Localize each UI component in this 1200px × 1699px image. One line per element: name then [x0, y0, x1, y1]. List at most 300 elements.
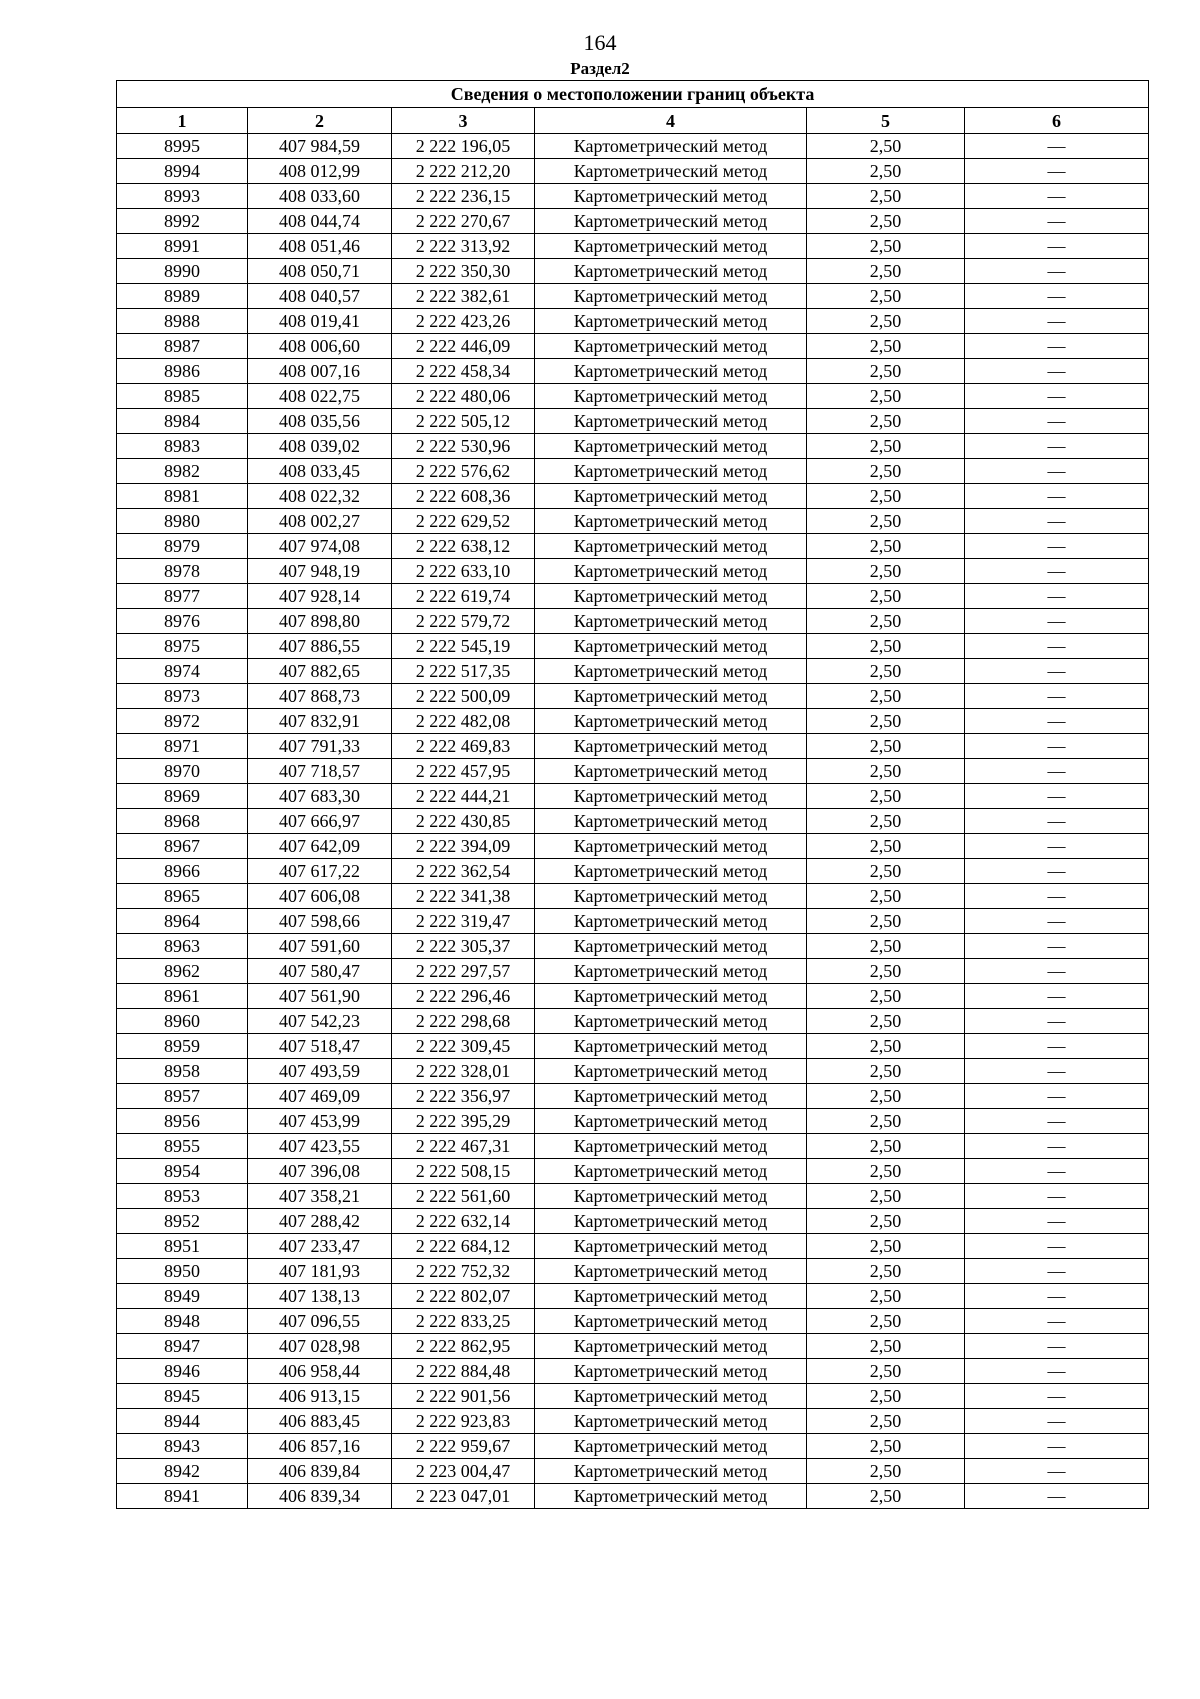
method-cell: Картометрический метод — [535, 259, 807, 284]
x-coordinate-cell: 408 022,32 — [248, 484, 392, 509]
description-cell: — — [965, 209, 1149, 234]
y-coordinate-cell: 2 222 500,09 — [392, 684, 535, 709]
column-header: 2 — [248, 108, 392, 134]
description-cell: — — [965, 1234, 1149, 1259]
x-coordinate-cell: 407 984,59 — [248, 134, 392, 159]
table-row — [117, 1459, 1149, 1484]
method-cell: Картометрический метод — [535, 1084, 807, 1109]
x-coordinate-cell: 408 006,60 — [248, 334, 392, 359]
description-cell: — — [965, 1284, 1149, 1309]
point-number-cell: 8981 — [117, 484, 248, 509]
table-row — [117, 1309, 1149, 1334]
table-row — [117, 509, 1149, 534]
x-coordinate-cell: 406 883,45 — [248, 1409, 392, 1434]
accuracy-cell: 2,50 — [807, 1309, 965, 1334]
description-cell: — — [965, 1309, 1149, 1334]
method-cell: Картометрический метод — [535, 384, 807, 409]
method-cell: Картометрический метод — [535, 784, 807, 809]
column-header: 4 — [535, 108, 807, 134]
accuracy-cell: 2,50 — [807, 1009, 965, 1034]
description-cell: — — [965, 1334, 1149, 1359]
table-row — [117, 484, 1149, 509]
description-cell: — — [965, 184, 1149, 209]
point-number-cell: 8983 — [117, 434, 248, 459]
table-row — [117, 234, 1149, 259]
accuracy-cell: 2,50 — [807, 1384, 965, 1409]
method-cell: Картометрический метод — [535, 184, 807, 209]
x-coordinate-cell: 407 580,47 — [248, 959, 392, 984]
description-cell: — — [965, 859, 1149, 884]
table-row — [117, 1234, 1149, 1259]
x-coordinate-cell: 408 007,16 — [248, 359, 392, 384]
description-cell: — — [965, 834, 1149, 859]
x-coordinate-cell: 406 839,34 — [248, 1484, 392, 1509]
point-number-cell: 8947 — [117, 1334, 248, 1359]
point-number-cell: 8973 — [117, 684, 248, 709]
accuracy-cell: 2,50 — [807, 209, 965, 234]
y-coordinate-cell: 2 222 576,62 — [392, 459, 535, 484]
accuracy-cell: 2,50 — [807, 1409, 965, 1434]
accuracy-cell: 2,50 — [807, 259, 965, 284]
table-row — [117, 1359, 1149, 1384]
y-coordinate-cell: 2 222 579,72 — [392, 609, 535, 634]
table-row — [117, 434, 1149, 459]
y-coordinate-cell: 2 222 196,05 — [392, 134, 535, 159]
method-cell: Картометрический метод — [535, 459, 807, 484]
table-row — [117, 1009, 1149, 1034]
accuracy-cell: 2,50 — [807, 359, 965, 384]
y-coordinate-cell: 2 223 004,47 — [392, 1459, 535, 1484]
table-row — [117, 159, 1149, 184]
x-coordinate-cell: 407 718,57 — [248, 759, 392, 784]
method-cell: Картометрический метод — [535, 484, 807, 509]
y-coordinate-cell: 2 222 319,47 — [392, 909, 535, 934]
table-row — [117, 284, 1149, 309]
x-coordinate-cell: 408 002,27 — [248, 509, 392, 534]
accuracy-cell: 2,50 — [807, 1209, 965, 1234]
x-coordinate-cell: 407 791,33 — [248, 734, 392, 759]
table-row — [117, 884, 1149, 909]
description-cell: — — [965, 709, 1149, 734]
point-number-cell: 8963 — [117, 934, 248, 959]
page-number: 164 — [583, 30, 617, 55]
description-cell: — — [965, 1134, 1149, 1159]
y-coordinate-cell: 2 222 530,96 — [392, 434, 535, 459]
y-coordinate-cell: 2 222 467,31 — [392, 1134, 535, 1159]
x-coordinate-cell: 407 138,13 — [248, 1284, 392, 1309]
y-coordinate-cell: 2 222 423,26 — [392, 309, 535, 334]
x-coordinate-cell: 407 493,59 — [248, 1059, 392, 1084]
description-cell: — — [965, 659, 1149, 684]
x-coordinate-cell: 408 022,75 — [248, 384, 392, 409]
description-cell: — — [965, 259, 1149, 284]
description-cell: — — [965, 134, 1149, 159]
x-coordinate-cell: 408 012,99 — [248, 159, 392, 184]
accuracy-cell: 2,50 — [807, 534, 965, 559]
method-cell: Картометрический метод — [535, 234, 807, 259]
method-cell: Картометрический метод — [535, 1259, 807, 1284]
accuracy-cell: 2,50 — [807, 934, 965, 959]
table-row — [117, 384, 1149, 409]
accuracy-cell: 2,50 — [807, 1034, 965, 1059]
table-row — [117, 784, 1149, 809]
table-row — [117, 609, 1149, 634]
x-coordinate-cell: 407 683,30 — [248, 784, 392, 809]
description-cell: — — [965, 309, 1149, 334]
point-number-cell: 8954 — [117, 1159, 248, 1184]
method-cell: Картометрический метод — [535, 334, 807, 359]
description-cell: — — [965, 334, 1149, 359]
description-cell: — — [965, 1084, 1149, 1109]
x-coordinate-cell: 408 051,46 — [248, 234, 392, 259]
table-row — [117, 1109, 1149, 1134]
description-cell: — — [965, 1409, 1149, 1434]
x-coordinate-cell: 406 913,15 — [248, 1384, 392, 1409]
table-row — [117, 1209, 1149, 1234]
description-cell: — — [965, 1259, 1149, 1284]
accuracy-cell: 2,50 — [807, 1359, 965, 1384]
accuracy-cell: 2,50 — [807, 884, 965, 909]
table-row — [117, 734, 1149, 759]
table-row — [117, 959, 1149, 984]
point-number-cell: 8989 — [117, 284, 248, 309]
y-coordinate-cell: 2 222 444,21 — [392, 784, 535, 809]
description-cell: — — [965, 1484, 1149, 1509]
x-coordinate-cell: 408 040,57 — [248, 284, 392, 309]
description-cell: — — [965, 884, 1149, 909]
y-coordinate-cell: 2 222 270,67 — [392, 209, 535, 234]
description-cell: — — [965, 684, 1149, 709]
accuracy-cell: 2,50 — [807, 1284, 965, 1309]
y-coordinate-cell: 2 222 545,19 — [392, 634, 535, 659]
y-coordinate-cell: 2 222 430,85 — [392, 809, 535, 834]
x-coordinate-cell: 407 469,09 — [248, 1084, 392, 1109]
point-number-cell: 8943 — [117, 1434, 248, 1459]
description-cell: — — [965, 484, 1149, 509]
accuracy-cell: 2,50 — [807, 859, 965, 884]
y-coordinate-cell: 2 222 802,07 — [392, 1284, 535, 1309]
method-cell: Картометрический метод — [535, 584, 807, 609]
point-number-cell: 8961 — [117, 984, 248, 1009]
point-number-cell: 8987 — [117, 334, 248, 359]
table-row — [117, 759, 1149, 784]
method-cell: Картометрический метод — [535, 1184, 807, 1209]
method-cell: Картометрический метод — [535, 834, 807, 859]
method-cell: Картометрический метод — [535, 734, 807, 759]
table-row — [117, 184, 1149, 209]
accuracy-cell: 2,50 — [807, 734, 965, 759]
accuracy-cell: 2,50 — [807, 309, 965, 334]
method-cell: Картометрический метод — [535, 534, 807, 559]
x-coordinate-cell: 407 288,42 — [248, 1209, 392, 1234]
y-coordinate-cell: 2 222 517,35 — [392, 659, 535, 684]
y-coordinate-cell: 2 222 356,97 — [392, 1084, 535, 1109]
point-number-cell: 8971 — [117, 734, 248, 759]
table-row — [117, 1034, 1149, 1059]
method-cell: Картометрический метод — [535, 1309, 807, 1334]
x-coordinate-cell: 407 928,14 — [248, 584, 392, 609]
section-label: Раздел2 — [570, 59, 630, 78]
table-row — [117, 1059, 1149, 1084]
method-cell: Картометрический метод — [535, 359, 807, 384]
accuracy-cell: 2,50 — [807, 334, 965, 359]
accuracy-cell: 2,50 — [807, 184, 965, 209]
x-coordinate-cell: 407 561,90 — [248, 984, 392, 1009]
point-number-cell: 8980 — [117, 509, 248, 534]
method-cell: Картометрический метод — [535, 709, 807, 734]
table-title-row — [117, 81, 1149, 108]
method-cell: Картометрический метод — [535, 659, 807, 684]
y-coordinate-cell: 2 222 395,29 — [392, 1109, 535, 1134]
x-coordinate-cell: 408 035,56 — [248, 409, 392, 434]
method-cell: Картометрический метод — [535, 1159, 807, 1184]
method-cell: Картометрический метод — [535, 684, 807, 709]
table-row — [117, 534, 1149, 559]
method-cell: Картометрический метод — [535, 884, 807, 909]
y-coordinate-cell: 2 222 212,20 — [392, 159, 535, 184]
point-number-cell: 8958 — [117, 1059, 248, 1084]
accuracy-cell: 2,50 — [807, 1259, 965, 1284]
column-header: 3 — [392, 108, 535, 134]
point-number-cell: 8994 — [117, 159, 248, 184]
table-row — [117, 359, 1149, 384]
accuracy-cell: 2,50 — [807, 434, 965, 459]
point-number-cell: 8951 — [117, 1234, 248, 1259]
method-cell: Картометрический метод — [535, 134, 807, 159]
y-coordinate-cell: 2 222 505,12 — [392, 409, 535, 434]
method-cell: Картометрический метод — [535, 809, 807, 834]
accuracy-cell: 2,50 — [807, 284, 965, 309]
method-cell: Картометрический метод — [535, 434, 807, 459]
table-row — [117, 1484, 1149, 1509]
description-cell: — — [965, 1159, 1149, 1184]
accuracy-cell: 2,50 — [807, 159, 965, 184]
x-coordinate-cell: 407 868,73 — [248, 684, 392, 709]
table-row — [117, 1084, 1149, 1109]
accuracy-cell: 2,50 — [807, 1234, 965, 1259]
description-cell: — — [965, 1459, 1149, 1484]
description-cell: — — [965, 1359, 1149, 1384]
table-title: Сведения о местоположении границ объекта — [117, 81, 1149, 108]
accuracy-cell: 2,50 — [807, 1159, 965, 1184]
description-cell: — — [965, 1384, 1149, 1409]
method-cell: Картометрический метод — [535, 1334, 807, 1359]
y-coordinate-cell: 2 222 382,61 — [392, 284, 535, 309]
point-number-cell: 8956 — [117, 1109, 248, 1134]
method-cell: Картометрический метод — [535, 1034, 807, 1059]
y-coordinate-cell: 2 222 923,83 — [392, 1409, 535, 1434]
accuracy-cell: 2,50 — [807, 559, 965, 584]
table-row — [117, 209, 1149, 234]
method-cell: Картометрический метод — [535, 1434, 807, 1459]
point-number-cell: 8949 — [117, 1284, 248, 1309]
method-cell: Картометрический метод — [535, 1284, 807, 1309]
accuracy-cell: 2,50 — [807, 1184, 965, 1209]
description-cell: — — [965, 909, 1149, 934]
point-number-cell: 8959 — [117, 1034, 248, 1059]
accuracy-cell: 2,50 — [807, 959, 965, 984]
x-coordinate-cell: 408 044,74 — [248, 209, 392, 234]
x-coordinate-cell: 408 033,45 — [248, 459, 392, 484]
y-coordinate-cell: 2 223 047,01 — [392, 1484, 535, 1509]
description-cell: — — [965, 459, 1149, 484]
x-coordinate-cell: 407 591,60 — [248, 934, 392, 959]
point-number-cell: 8985 — [117, 384, 248, 409]
point-number-cell: 8965 — [117, 884, 248, 909]
description-cell: — — [965, 1184, 1149, 1209]
description-cell: — — [965, 509, 1149, 534]
accuracy-cell: 2,50 — [807, 1134, 965, 1159]
accuracy-cell: 2,50 — [807, 1434, 965, 1459]
description-cell: — — [965, 159, 1149, 184]
y-coordinate-cell: 2 222 350,30 — [392, 259, 535, 284]
description-cell: — — [965, 559, 1149, 584]
x-coordinate-cell: 406 958,44 — [248, 1359, 392, 1384]
table-row — [117, 909, 1149, 934]
y-coordinate-cell: 2 222 446,09 — [392, 334, 535, 359]
table-row — [117, 1384, 1149, 1409]
description-cell: — — [965, 959, 1149, 984]
y-coordinate-cell: 2 222 508,15 — [392, 1159, 535, 1184]
method-cell: Картометрический метод — [535, 159, 807, 184]
y-coordinate-cell: 2 222 901,56 — [392, 1384, 535, 1409]
description-cell: — — [965, 984, 1149, 1009]
table-row — [117, 659, 1149, 684]
point-number-cell: 8978 — [117, 559, 248, 584]
point-number-cell: 8962 — [117, 959, 248, 984]
method-cell: Картометрический метод — [535, 1009, 807, 1034]
accuracy-cell: 2,50 — [807, 1059, 965, 1084]
x-coordinate-cell: 406 857,16 — [248, 1434, 392, 1459]
y-coordinate-cell: 2 222 684,12 — [392, 1234, 535, 1259]
method-cell: Картометрический метод — [535, 1134, 807, 1159]
x-coordinate-cell: 408 050,71 — [248, 259, 392, 284]
column-header: 6 — [965, 108, 1149, 134]
method-cell: Картометрический метод — [535, 759, 807, 784]
x-coordinate-cell: 407 898,80 — [248, 609, 392, 634]
method-cell: Картометрический метод — [535, 509, 807, 534]
point-number-cell: 8968 — [117, 809, 248, 834]
table-row — [117, 584, 1149, 609]
description-cell: — — [965, 409, 1149, 434]
y-coordinate-cell: 2 222 236,15 — [392, 184, 535, 209]
x-coordinate-cell: 407 096,55 — [248, 1309, 392, 1334]
table-row — [117, 1184, 1149, 1209]
y-coordinate-cell: 2 222 884,48 — [392, 1359, 535, 1384]
point-number-cell: 8966 — [117, 859, 248, 884]
y-coordinate-cell: 2 222 298,68 — [392, 1009, 535, 1034]
accuracy-cell: 2,50 — [807, 1084, 965, 1109]
x-coordinate-cell: 407 396,08 — [248, 1159, 392, 1184]
point-number-cell: 8993 — [117, 184, 248, 209]
accuracy-cell: 2,50 — [807, 909, 965, 934]
point-number-cell: 8972 — [117, 709, 248, 734]
x-coordinate-cell: 408 039,02 — [248, 434, 392, 459]
method-cell: Картометрический метод — [535, 1234, 807, 1259]
description-cell: — — [965, 784, 1149, 809]
y-coordinate-cell: 2 222 313,92 — [392, 234, 535, 259]
x-coordinate-cell: 408 033,60 — [248, 184, 392, 209]
method-cell: Картометрический метод — [535, 1059, 807, 1084]
table-row — [117, 1259, 1149, 1284]
y-coordinate-cell: 2 222 638,12 — [392, 534, 535, 559]
table-row — [117, 334, 1149, 359]
method-cell: Картометрический метод — [535, 1409, 807, 1434]
y-coordinate-cell: 2 222 394,09 — [392, 834, 535, 859]
point-number-cell: 8995 — [117, 134, 248, 159]
point-number-cell: 8957 — [117, 1084, 248, 1109]
description-cell: — — [965, 809, 1149, 834]
method-cell: Картометрический метод — [535, 1384, 807, 1409]
point-number-cell: 8969 — [117, 784, 248, 809]
table-row — [117, 1284, 1149, 1309]
point-number-cell: 8950 — [117, 1259, 248, 1284]
x-coordinate-cell: 407 642,09 — [248, 834, 392, 859]
y-coordinate-cell: 2 222 619,74 — [392, 584, 535, 609]
table-row — [117, 1434, 1149, 1459]
accuracy-cell: 2,50 — [807, 684, 965, 709]
table-row — [117, 809, 1149, 834]
method-cell: Картометрический метод — [535, 209, 807, 234]
y-coordinate-cell: 2 222 482,08 — [392, 709, 535, 734]
y-coordinate-cell: 2 222 629,52 — [392, 509, 535, 534]
point-number-cell: 8984 — [117, 409, 248, 434]
table-row — [117, 1159, 1149, 1184]
method-cell: Картометрический метод — [535, 609, 807, 634]
point-number-cell: 8945 — [117, 1384, 248, 1409]
x-coordinate-cell: 407 974,08 — [248, 534, 392, 559]
table-row — [117, 259, 1149, 284]
method-cell: Картометрический метод — [535, 1209, 807, 1234]
table-row — [117, 859, 1149, 884]
method-cell: Картометрический метод — [535, 909, 807, 934]
y-coordinate-cell: 2 222 296,46 — [392, 984, 535, 1009]
x-coordinate-cell: 406 839,84 — [248, 1459, 392, 1484]
table-row — [117, 409, 1149, 434]
table-row — [117, 559, 1149, 584]
table-row — [117, 1334, 1149, 1359]
point-number-cell: 8990 — [117, 259, 248, 284]
accuracy-cell: 2,50 — [807, 134, 965, 159]
x-coordinate-cell: 407 886,55 — [248, 634, 392, 659]
accuracy-cell: 2,50 — [807, 1109, 965, 1134]
accuracy-cell: 2,50 — [807, 484, 965, 509]
point-number-cell: 8986 — [117, 359, 248, 384]
y-coordinate-cell: 2 222 632,14 — [392, 1209, 535, 1234]
y-coordinate-cell: 2 222 959,67 — [392, 1434, 535, 1459]
y-coordinate-cell: 2 222 305,37 — [392, 934, 535, 959]
description-cell: — — [965, 1434, 1149, 1459]
point-number-cell: 8946 — [117, 1359, 248, 1384]
y-coordinate-cell: 2 222 633,10 — [392, 559, 535, 584]
table-row — [117, 634, 1149, 659]
x-coordinate-cell: 407 606,08 — [248, 884, 392, 909]
accuracy-cell: 2,50 — [807, 759, 965, 784]
method-cell: Картометрический метод — [535, 1109, 807, 1134]
method-cell: Картометрический метод — [535, 859, 807, 884]
x-coordinate-cell: 407 233,47 — [248, 1234, 392, 1259]
x-coordinate-cell: 407 882,65 — [248, 659, 392, 684]
x-coordinate-cell: 407 358,21 — [248, 1184, 392, 1209]
column-header: 5 — [807, 108, 965, 134]
description-cell: — — [965, 434, 1149, 459]
accuracy-cell: 2,50 — [807, 509, 965, 534]
x-coordinate-cell: 407 666,97 — [248, 809, 392, 834]
column-header-row — [117, 108, 1149, 134]
method-cell: Картометрический метод — [535, 309, 807, 334]
point-number-cell: 8964 — [117, 909, 248, 934]
table-row — [117, 309, 1149, 334]
